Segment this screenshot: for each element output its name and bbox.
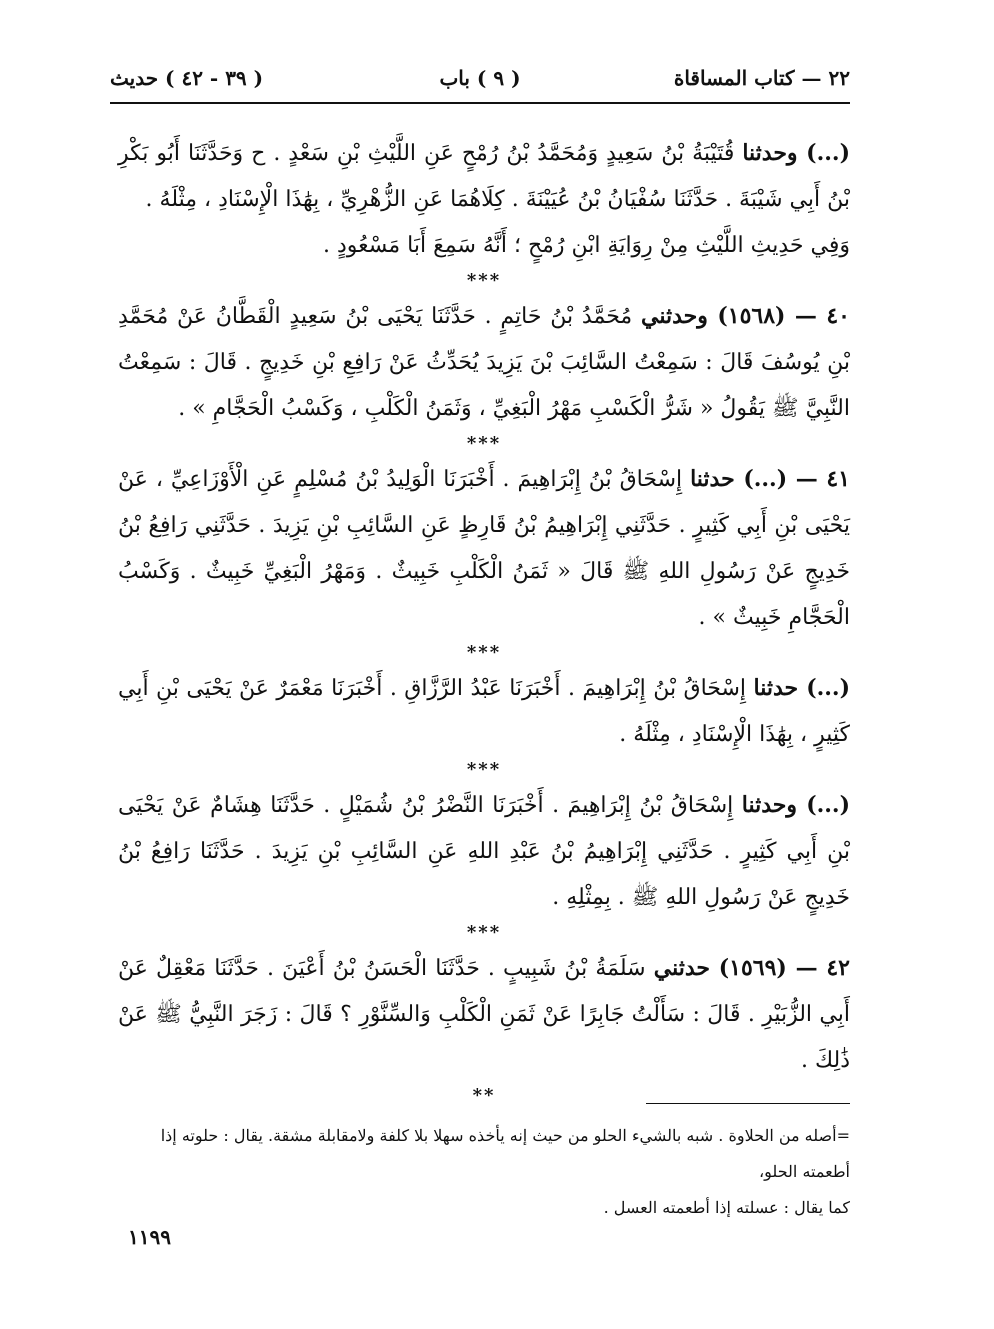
end-mark: **	[472, 1085, 496, 1106]
hadith-lead: (...) وحدثنا	[742, 140, 850, 166]
separator: ***	[466, 433, 502, 454]
footnote-rule	[646, 1103, 850, 1104]
chapter-number: ٢٢	[828, 66, 850, 90]
chapter-title: — كتاب المساقاة	[673, 66, 822, 90]
header-rule	[110, 102, 850, 104]
footnote-line: كما يقال : عسلته إذا أطعمته العسل .	[603, 1198, 850, 1217]
running-header	[110, 66, 850, 96]
hadith-paragraph	[118, 945, 850, 1084]
main-text	[118, 130, 850, 1108]
hadith-note: وَفِي حَدِيثِ اللَّيْثِ مِنْ رِوَايَةِ ابْنِ رُمْحٍ ؛ أَنَّهُ سَمِعَ أَبَا مَسْعُودٍ .	[322, 233, 850, 258]
separator: ***	[466, 759, 502, 780]
hadith-range: ( ٣٩ - ٤٢ ) حديث	[110, 66, 264, 90]
hadith-lead: ٤٢ — (١٥٦٩) حدثني	[653, 955, 850, 981]
hadith-paragraph	[118, 782, 850, 921]
hadith-lead: ٤١ — (...) حدثنا	[690, 466, 850, 492]
page-number: ١١٩٩	[128, 1225, 171, 1249]
hadith-text: قُتَيْبَةُ بْنُ سَعِيدٍ وَمُحَمَّدُ بْنُ رُمْحٍ عَنِ اللَّيْثِ بْنِ سَعْدٍ . ح وَحَدَّثَنَا أَبُو بَكْرِ بْنُ أَبِي شَيْبَةَ . حَدَّثَنَا سُفْيَانُ بْنُ عُيَيْنَةَ . كِلَاهُمَا عَنِ الزُّهْرِيِّ ، بِهَٰذَا الْإِسْنَادِ ، مِثْلَهُ .	[118, 141, 850, 212]
hadith-paragraph	[118, 130, 850, 223]
hadith-text: إِسْحَاقُ بْنُ إِبْرَاهِيمَ . أَخْبَرَنَا عَبْدُ الرَّزَّاقِ . أَخْبَرَنَا مَعْمَرٌ عَنْ يَحْيَى بْنِ أَبِي كَثِيرٍ ، بِهَٰذَا الْإِسْنَادِ ، مِثْلَهُ .	[118, 676, 850, 747]
hadith-lead: (...) وحدثنا	[741, 792, 850, 818]
separator: ***	[466, 270, 502, 291]
footnote	[118, 1118, 850, 1226]
hadith-text: سَلَمَةُ بْنُ شَبِيبٍ . حَدَّثَنَا الْحَسَنُ بْنُ أَعْيَنَ . حَدَّثَنَا مَعْقِلٌ عَنْ أَبِي الزُّبَيْرِ . قَالَ : سَأَلْتُ جَابِرًا عَنْ ثَمَنِ الْكَلْبِ وَالسِّنَّوْرِ ؟ قَالَ : زَجَرَ النَّبِيُّ ﷺ عَنْ ذَٰلِكَ .	[118, 956, 850, 1073]
hadith-lead: ٤٠ — (١٥٦٨) وحدثني	[641, 303, 850, 329]
hadith-text: إِسْحَاقُ بْنُ إِبْرَاهِيمَ . أَخْبَرَنَا الْوَلِيدُ بْنُ مُسْلِمٍ عَنِ الْأَوْزَاعِيِّ ، عَنْ يَحْيَى بْنِ أَبِي كَثِيرٍ . حَدَّثَنِي إِبْرَاهِيمُ بْنُ قَارِظٍ عَنِ السَّائِبِ بْنِ يَزِيدَ . حَدَّثَنِي رَافِعُ بْنُ خَدِيجٍ عَنْ رَسُولِ اللهِ ﷺ قَالَ « ثَمَنُ الْكَلْبِ خَبِيثٌ . وَمَهْرُ الْبَغِيِّ خَبِيثٌ . وَكَسْبُ الْحَجَّامِ خَبِيثٌ » .	[118, 467, 850, 630]
chapter-heading	[674, 66, 850, 90]
bab-label: ( ٩ ) باب	[439, 66, 521, 90]
hadith-paragraph	[118, 293, 850, 432]
hadith-text: إِسْحَاقُ بْنُ إِبْرَاهِيمَ . أَخْبَرَنَا النَّضْرُ بْنُ شُمَيْلٍ . حَدَّثَنَا هِشَامٌ عَنْ يَحْيَى بْنِ أَبِي كَثِيرٍ . حَدَّثَنِي إِبْرَاهِيمُ بْنُ عَبْدِ اللهِ عَنِ السَّائِبِ بْنِ يَزِيدَ . حَدَّثَنَا رَافِعُ بْنُ خَدِيجٍ عَنْ رَسُولِ اللهِ ﷺ . بِمِثْلِهِ .	[118, 793, 850, 910]
hadith-paragraph	[118, 665, 850, 758]
separator: ***	[466, 642, 502, 663]
hadith-text: مُحَمَّدُ بْنُ حَاتِمٍ . حَدَّثَنَا يَحْيَى بْنُ سَعِيدٍ الْقَطَّانُ عَنْ مُحَمَّدِ بْنِ يُوسُفَ قَالَ : سَمِعْتُ السَّائِبَ بْنَ يَزِيدَ يُحَدِّثُ عَنْ رَافِعِ بْنِ خَدِيجٍ . قَالَ : سَمِعْتُ النَّبِيَّ ﷺ يَقُولُ « شَرُّ الْكَسْبِ مَهْرُ الْبَغِيِّ ، وَثَمَنُ الْكَلْبِ ، وَكَسْبُ الْحَجَّامِ » .	[118, 304, 850, 421]
footnote-line: =أصله من الحلاوة . شبه بالشيء الحلو من حيث إنه يأخذه سهلا بلا كلفة ولامقابلة مشقة. يقال : حلوته إذا أطعمته الحلو،	[160, 1126, 850, 1181]
hadith-lead: (...) حدثنا	[753, 675, 850, 701]
hadith-paragraph	[118, 456, 850, 641]
separator: ***	[466, 922, 502, 943]
